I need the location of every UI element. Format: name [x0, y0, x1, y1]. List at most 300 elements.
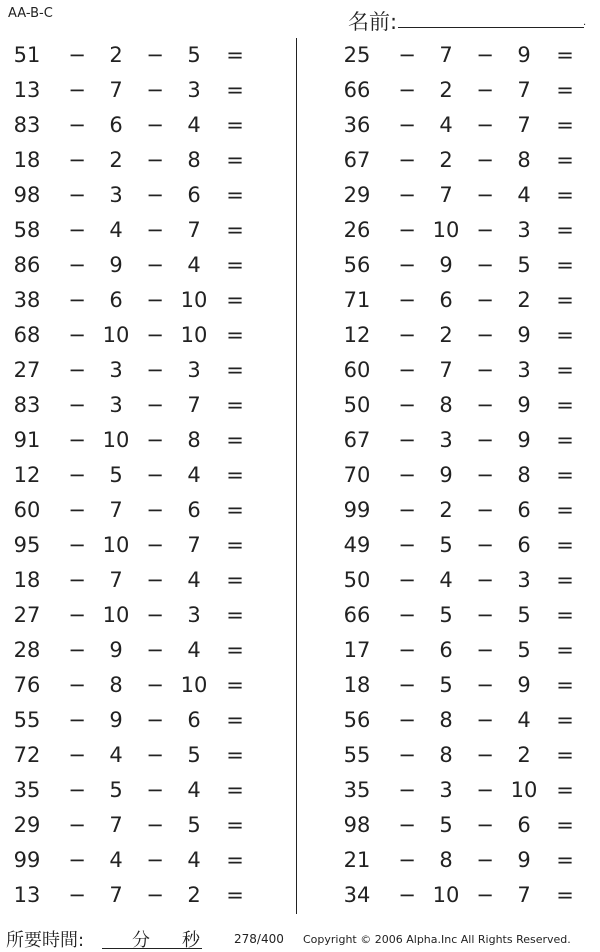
minus-sign: −	[398, 743, 416, 767]
subtrahend-2: 6	[187, 498, 201, 522]
minuend: 12	[13, 463, 41, 487]
minus-sign: −	[68, 533, 86, 557]
subtrahend-1: 9	[109, 638, 123, 662]
problem-row	[0, 528, 290, 563]
subtrahend-2: 7	[517, 113, 531, 137]
problem-row	[330, 668, 600, 703]
minus-sign: −	[146, 673, 164, 697]
minus-sign: −	[476, 323, 494, 347]
minus-sign: −	[146, 638, 164, 662]
subtrahend-2: 6	[517, 498, 531, 522]
equals-sign: =	[226, 498, 244, 522]
equals-sign: =	[556, 778, 574, 802]
equals-sign: =	[556, 708, 574, 732]
minuend: 68	[13, 323, 41, 347]
subtrahend-2: 9	[517, 428, 531, 452]
minus-sign: −	[476, 148, 494, 172]
problem-row	[0, 598, 290, 633]
equals-sign: =	[226, 813, 244, 837]
problem-row	[0, 353, 290, 388]
subtrahend-2: 9	[517, 673, 531, 697]
minuend: 50	[343, 393, 371, 417]
problem-row	[0, 878, 290, 913]
subtrahend-2: 3	[517, 358, 531, 382]
minus-sign: −	[146, 883, 164, 907]
minus-sign: −	[476, 78, 494, 102]
equals-sign: =	[556, 428, 574, 452]
subtrahend-2: 5	[187, 743, 201, 767]
subtrahend-2: 2	[517, 743, 531, 767]
subtrahend-1: 3	[109, 183, 123, 207]
minus-sign: −	[146, 358, 164, 382]
minus-sign: −	[398, 323, 416, 347]
minus-sign: −	[476, 533, 494, 557]
equals-sign: =	[556, 673, 574, 697]
subtrahend-2: 9	[517, 43, 531, 67]
minuend: 98	[13, 183, 41, 207]
minuend: 27	[13, 358, 41, 382]
subtrahend-1: 10	[432, 218, 460, 242]
subtrahend-2: 3	[517, 568, 531, 592]
equals-sign: =	[556, 638, 574, 662]
minuend: 58	[13, 218, 41, 242]
subtrahend-1: 9	[109, 708, 123, 732]
problem-row	[330, 458, 600, 493]
problem-row	[0, 283, 290, 318]
equals-sign: =	[556, 253, 574, 277]
problem-row	[330, 143, 600, 178]
problem-row	[0, 773, 290, 808]
subtrahend-2: 4	[187, 113, 201, 137]
subtrahend-1: 10	[102, 533, 130, 557]
subtrahend-2: 6	[187, 183, 201, 207]
problem-row	[330, 388, 600, 423]
minuend: 25	[343, 43, 371, 67]
equals-sign: =	[556, 288, 574, 312]
subtrahend-1: 4	[109, 218, 123, 242]
subtrahend-1: 6	[439, 638, 453, 662]
minus-sign: −	[68, 253, 86, 277]
minus-sign: −	[68, 848, 86, 872]
subtrahend-1: 7	[109, 78, 123, 102]
minus-sign: −	[398, 568, 416, 592]
minus-sign: −	[398, 463, 416, 487]
equals-sign: =	[226, 603, 244, 627]
minuend: 29	[13, 813, 41, 837]
seconds-label: 秒	[182, 930, 200, 951]
minus-sign: −	[68, 778, 86, 802]
subtrahend-2: 4	[187, 463, 201, 487]
problem-row	[0, 633, 290, 668]
subtrahend-2: 6	[517, 533, 531, 557]
subtrahend-2: 5	[517, 603, 531, 627]
subtrahend-2: 9	[517, 393, 531, 417]
minuend: 21	[343, 848, 371, 872]
subtrahend-1: 5	[439, 603, 453, 627]
equals-sign: =	[556, 498, 574, 522]
subtrahend-1: 2	[439, 498, 453, 522]
minuend: 91	[13, 428, 41, 452]
subtrahend-2: 4	[517, 708, 531, 732]
minus-sign: −	[146, 848, 164, 872]
minus-sign: −	[476, 288, 494, 312]
problem-row	[330, 353, 600, 388]
minuend: 71	[343, 288, 371, 312]
subtrahend-1: 5	[109, 463, 123, 487]
subtrahend-1: 3	[109, 393, 123, 417]
subtrahend-2: 3	[187, 78, 201, 102]
minuend: 86	[13, 253, 41, 277]
problem-row	[330, 38, 600, 73]
equals-sign: =	[556, 218, 574, 242]
minuend: 56	[343, 253, 371, 277]
minus-sign: −	[146, 253, 164, 277]
minus-sign: −	[146, 708, 164, 732]
equals-sign: =	[226, 218, 244, 242]
subtrahend-2: 8	[517, 463, 531, 487]
subtrahend-1: 4	[439, 113, 453, 137]
minus-sign: −	[146, 603, 164, 627]
subtrahend-2: 2	[517, 288, 531, 312]
subtrahend-1: 8	[109, 673, 123, 697]
minuend: 56	[343, 708, 371, 732]
minus-sign: −	[476, 253, 494, 277]
minus-sign: −	[476, 113, 494, 137]
problem-row	[0, 108, 290, 143]
minuend: 13	[13, 883, 41, 907]
minuend: 29	[343, 183, 371, 207]
minus-sign: −	[476, 463, 494, 487]
problem-row	[0, 808, 290, 843]
minus-sign: −	[68, 428, 86, 452]
problem-row	[330, 248, 600, 283]
equals-sign: =	[556, 393, 574, 417]
subtrahend-1: 10	[102, 603, 130, 627]
subtrahend-2: 10	[180, 323, 208, 347]
subtrahend-2: 4	[187, 638, 201, 662]
name-field[interactable]	[398, 27, 584, 28]
minuend: 67	[343, 148, 371, 172]
minus-sign: −	[146, 288, 164, 312]
minuend: 60	[13, 498, 41, 522]
minuend: 83	[13, 113, 41, 137]
equals-sign: =	[226, 883, 244, 907]
minus-sign: −	[398, 428, 416, 452]
problem-row	[330, 178, 600, 213]
minus-sign: −	[68, 218, 86, 242]
minus-sign: −	[146, 743, 164, 767]
minus-sign: −	[398, 148, 416, 172]
problem-row	[0, 843, 290, 878]
minuend: 28	[13, 638, 41, 662]
minus-sign: −	[398, 358, 416, 382]
subtrahend-2: 7	[517, 78, 531, 102]
subtrahend-1: 6	[109, 288, 123, 312]
minus-sign: −	[398, 533, 416, 557]
subtrahend-1: 7	[439, 183, 453, 207]
problem-row	[330, 843, 600, 878]
subtrahend-1: 2	[109, 148, 123, 172]
subtrahend-1: 7	[439, 43, 453, 67]
minus-sign: −	[476, 393, 494, 417]
minus-sign: −	[398, 183, 416, 207]
problem-row	[0, 738, 290, 773]
minuend: 35	[13, 778, 41, 802]
problem-row	[0, 563, 290, 598]
subtrahend-2: 4	[187, 253, 201, 277]
minuend: 35	[343, 778, 371, 802]
equals-sign: =	[226, 848, 244, 872]
problem-row	[330, 213, 600, 248]
subtrahend-1: 3	[109, 358, 123, 382]
equals-sign: =	[556, 43, 574, 67]
problem-row	[330, 423, 600, 458]
minus-sign: −	[146, 148, 164, 172]
minus-sign: −	[398, 78, 416, 102]
minuend: 67	[343, 428, 371, 452]
minuend: 83	[13, 393, 41, 417]
minus-sign: −	[398, 778, 416, 802]
minus-sign: −	[398, 43, 416, 67]
subtrahend-2: 7	[187, 218, 201, 242]
problem-row	[0, 143, 290, 178]
subtrahend-1: 8	[439, 848, 453, 872]
minus-sign: −	[476, 708, 494, 732]
minus-sign: −	[476, 498, 494, 522]
equals-sign: =	[226, 638, 244, 662]
minus-sign: −	[68, 883, 86, 907]
problem-row	[330, 108, 600, 143]
minus-sign: −	[146, 533, 164, 557]
subtrahend-2: 5	[187, 813, 201, 837]
minus-sign: −	[68, 603, 86, 627]
equals-sign: =	[226, 323, 244, 347]
subtrahend-1: 4	[439, 568, 453, 592]
equals-sign: =	[226, 113, 244, 137]
subtrahend-2: 4	[517, 183, 531, 207]
minus-sign: −	[476, 218, 494, 242]
problem-row	[330, 808, 600, 843]
minus-sign: −	[476, 673, 494, 697]
subtrahend-1: 8	[439, 743, 453, 767]
minus-sign: −	[476, 568, 494, 592]
name-line-dot: .	[583, 17, 587, 28]
minus-sign: −	[68, 498, 86, 522]
minus-sign: −	[68, 183, 86, 207]
subtrahend-1: 10	[432, 883, 460, 907]
minuend: 18	[343, 673, 371, 697]
minus-sign: −	[398, 113, 416, 137]
minus-sign: −	[68, 78, 86, 102]
subtrahend-1: 10	[102, 428, 130, 452]
minus-sign: −	[398, 218, 416, 242]
minus-sign: −	[146, 78, 164, 102]
subtrahend-1: 4	[109, 848, 123, 872]
equals-sign: =	[556, 183, 574, 207]
minus-sign: −	[146, 778, 164, 802]
minus-sign: −	[476, 358, 494, 382]
problem-row	[330, 878, 600, 913]
minus-sign: −	[68, 148, 86, 172]
subtrahend-1: 5	[109, 778, 123, 802]
subtrahend-2: 6	[187, 708, 201, 732]
equals-sign: =	[226, 533, 244, 557]
minus-sign: −	[146, 43, 164, 67]
equals-sign: =	[226, 428, 244, 452]
minus-sign: −	[476, 428, 494, 452]
subtrahend-2: 3	[187, 603, 201, 627]
minuend: 99	[13, 848, 41, 872]
equals-sign: =	[556, 743, 574, 767]
problem-row	[0, 73, 290, 108]
minus-sign: −	[476, 43, 494, 67]
problem-row	[0, 388, 290, 423]
subtrahend-2: 4	[187, 568, 201, 592]
subtrahend-1: 2	[439, 323, 453, 347]
minus-sign: −	[476, 183, 494, 207]
minuend: 95	[13, 533, 41, 557]
problem-row	[0, 213, 290, 248]
problem-row	[0, 178, 290, 213]
subtrahend-2: 5	[517, 638, 531, 662]
minuend: 70	[343, 463, 371, 487]
subtrahend-1: 9	[439, 253, 453, 277]
minus-sign: −	[398, 638, 416, 662]
minus-sign: −	[68, 393, 86, 417]
subtrahend-1: 2	[109, 43, 123, 67]
equals-sign: =	[556, 883, 574, 907]
minus-sign: −	[68, 43, 86, 67]
subtrahend-2: 7	[187, 393, 201, 417]
minus-sign: −	[476, 743, 494, 767]
right-column	[330, 38, 600, 913]
minus-sign: −	[68, 463, 86, 487]
minus-sign: −	[68, 638, 86, 662]
problem-row	[330, 318, 600, 353]
equals-sign: =	[556, 533, 574, 557]
minuend: 99	[343, 498, 371, 522]
subtrahend-1: 3	[439, 428, 453, 452]
equals-sign: =	[556, 148, 574, 172]
problem-row	[330, 493, 600, 528]
equals-sign: =	[556, 568, 574, 592]
problem-row	[330, 73, 600, 108]
equals-sign: =	[226, 568, 244, 592]
column-divider	[296, 38, 297, 914]
name-label: 名前:	[348, 10, 398, 34]
subtrahend-2: 10	[510, 778, 538, 802]
minus-sign: −	[146, 428, 164, 452]
minuend: 36	[343, 113, 371, 137]
problem-row	[0, 248, 290, 283]
subtrahend-2: 8	[187, 428, 201, 452]
minus-sign: −	[476, 778, 494, 802]
subtrahend-1: 9	[439, 463, 453, 487]
minuend: 98	[343, 813, 371, 837]
subtrahend-1: 7	[109, 498, 123, 522]
equals-sign: =	[556, 813, 574, 837]
minus-sign: −	[398, 253, 416, 277]
time-label: 所要時間:	[6, 930, 85, 951]
problem-row	[330, 283, 600, 318]
subtrahend-1: 6	[109, 113, 123, 137]
minuend: 12	[343, 323, 371, 347]
problem-row	[330, 563, 600, 598]
minus-sign: −	[146, 463, 164, 487]
equals-sign: =	[226, 393, 244, 417]
minuend: 18	[13, 148, 41, 172]
subtrahend-2: 10	[180, 288, 208, 312]
equals-sign: =	[226, 778, 244, 802]
copyright: Copyright © 2006 Alpha.Inc All Rights Reserved.	[303, 933, 571, 946]
problem-row	[0, 493, 290, 528]
page-counter: 278/400	[234, 932, 284, 946]
minus-sign: −	[146, 218, 164, 242]
subtrahend-1: 8	[439, 708, 453, 732]
equals-sign: =	[226, 743, 244, 767]
minuend: 17	[343, 638, 371, 662]
equals-sign: =	[226, 253, 244, 277]
problem-row	[0, 318, 290, 353]
subtrahend-1: 9	[109, 253, 123, 277]
subtrahend-2: 3	[187, 358, 201, 382]
equals-sign: =	[556, 358, 574, 382]
problem-row	[330, 528, 600, 563]
subtrahend-2: 9	[517, 848, 531, 872]
minuend: 66	[343, 78, 371, 102]
subtrahend-2: 7	[517, 883, 531, 907]
minus-sign: −	[398, 813, 416, 837]
minuend: 27	[13, 603, 41, 627]
minus-sign: −	[146, 323, 164, 347]
subtrahend-2: 5	[187, 43, 201, 67]
subtrahend-1: 5	[439, 813, 453, 837]
equals-sign: =	[226, 43, 244, 67]
subtrahend-1: 7	[109, 883, 123, 907]
equals-sign: =	[226, 183, 244, 207]
subtrahend-2: 7	[187, 533, 201, 557]
minus-sign: −	[476, 813, 494, 837]
subtrahend-1: 7	[439, 358, 453, 382]
subtrahend-1: 4	[109, 743, 123, 767]
minuend: 76	[13, 673, 41, 697]
minus-sign: −	[398, 498, 416, 522]
subtrahend-2: 5	[517, 253, 531, 277]
subtrahend-2: 4	[187, 778, 201, 802]
minus-sign: −	[398, 848, 416, 872]
minus-sign: −	[68, 358, 86, 382]
left-column	[0, 38, 290, 913]
subtrahend-2: 6	[517, 813, 531, 837]
subtrahend-1: 6	[439, 288, 453, 312]
subtrahend-1: 5	[439, 533, 453, 557]
minus-sign: −	[68, 288, 86, 312]
minuend: 49	[343, 533, 371, 557]
equals-sign: =	[226, 148, 244, 172]
minuend: 72	[13, 743, 41, 767]
equals-sign: =	[556, 113, 574, 137]
minus-sign: −	[68, 113, 86, 137]
minuend: 38	[13, 288, 41, 312]
equals-sign: =	[226, 673, 244, 697]
minuend: 55	[13, 708, 41, 732]
problem-row	[330, 598, 600, 633]
minus-sign: −	[146, 183, 164, 207]
minus-sign: −	[68, 568, 86, 592]
equals-sign: =	[226, 78, 244, 102]
minuend: 55	[343, 743, 371, 767]
subtrahend-1: 3	[439, 778, 453, 802]
